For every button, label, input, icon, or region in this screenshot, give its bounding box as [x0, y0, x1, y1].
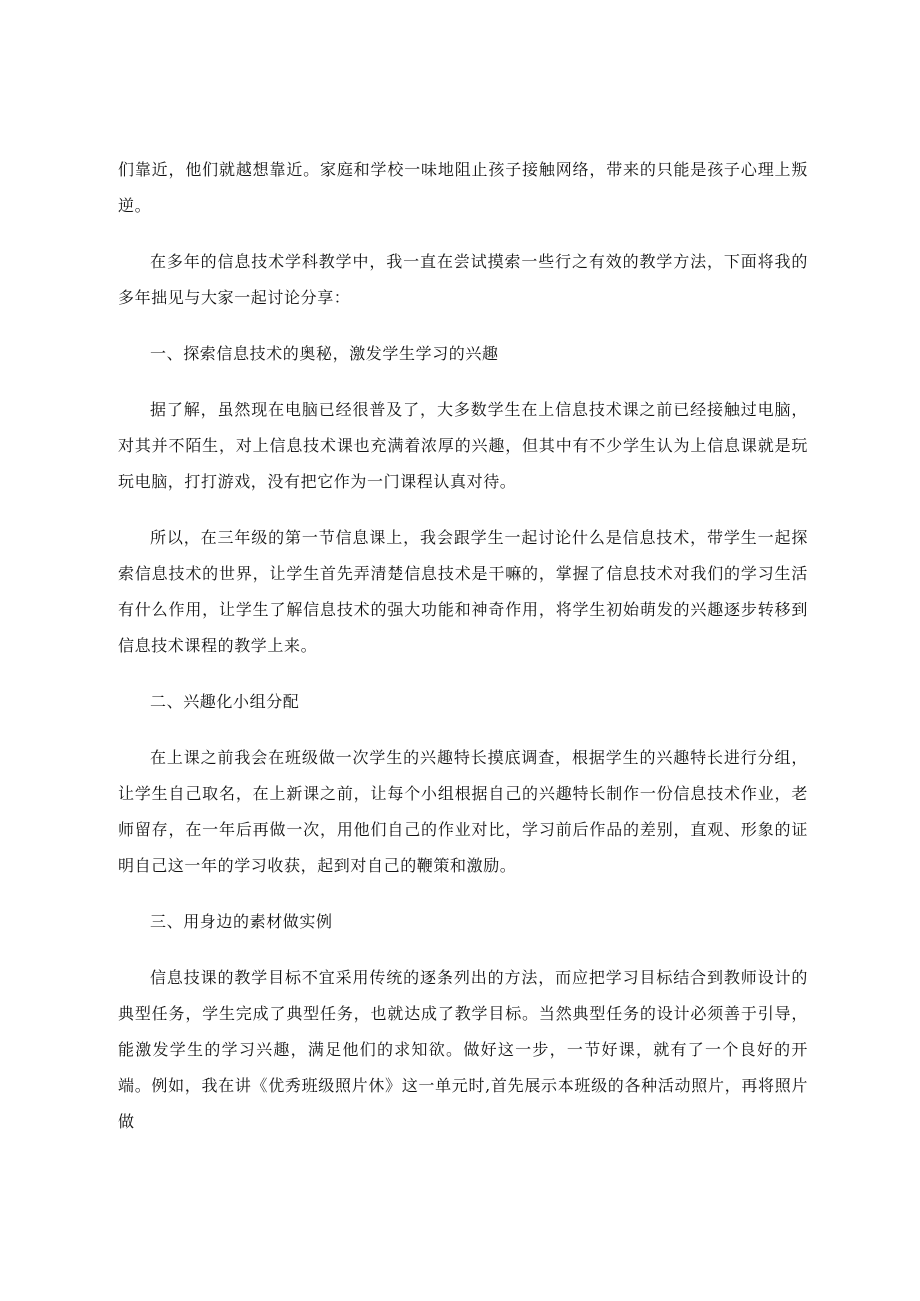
- paragraph-section3: 信息技课的教学目标不宜采用传统的逐条列出的方法，而应把学习目标结合到教师设计的典型任务，学生完成了典型任务，也就达成了教学目标。当然典型任务的设计必须善于引导，能激发学生的学习兴趣，满足他们的求知欲。做好这一步，一节好课，就有了一个良好的开端。例如，我在讲《优秀班级照片休》这一单元时,首先展示本班级的各种活动照片，再将照片做: [118, 968, 808, 1131]
- paragraph-section1-a: 据了解，虽然现在电脑已经很普及了，大多数学生在上信息技术课之前已经接触过电脑，对其并不陌生，对上信息技术课也充满着浓厚的兴趣，但其中有不少学生认为上信息课就是玩玩电脑，打打游戏，没有把它作为一门课程认真对待。: [118, 400, 808, 491]
- section-heading-3: 三、用身边的素材做实例: [150, 912, 333, 931]
- paragraph-intro: 在多年的信息技术学科教学中，我一直在尝试摸索一些行之有效的教学方法，下面将我的多年拙见与大家一起讨论分享：: [118, 252, 808, 307]
- section-heading-2: 二、兴趣化小组分配: [150, 692, 300, 711]
- document-body: [118, 152, 808, 1140]
- section-heading-1: 一、探索信息技术的奥秘，激发学生学习的兴趣: [150, 344, 499, 363]
- paragraph-continuation: 们靠近，他们就越想靠近。家庭和学校一味地阻止孩子接触网络，带来的只能是孩子心理上叛逆。: [118, 160, 808, 215]
- paragraph-section1-b: 所以，在三年级的第一节信息课上，我会跟学生一起讨论什么是信息技术，带学生一起探索信息技术的世界，让学生首先弄清楚信息技术是干嘛的，掌握了信息技术对我们的学习生活有什么作用，让学生了解信息技术的强大功能和神奇作用，将学生初始萌发的兴趣逐步转移到信息技术课程的教学上来。: [118, 528, 808, 655]
- paragraph-section2: 在上课之前我会在班级做一次学生的兴趣特长摸底调查，根据学生的兴趣特长进行分组，让学生自己取名，在上新课之前，让每个小组根据自己的兴趣特长制作一份信息技术作业，老师留存，在一年后再做一次，用他们自己的作业对比，学习前后作品的差别，直观、形象的证明自己这一年的学习收获，起到对自己的鞭策和激励。: [118, 748, 808, 875]
